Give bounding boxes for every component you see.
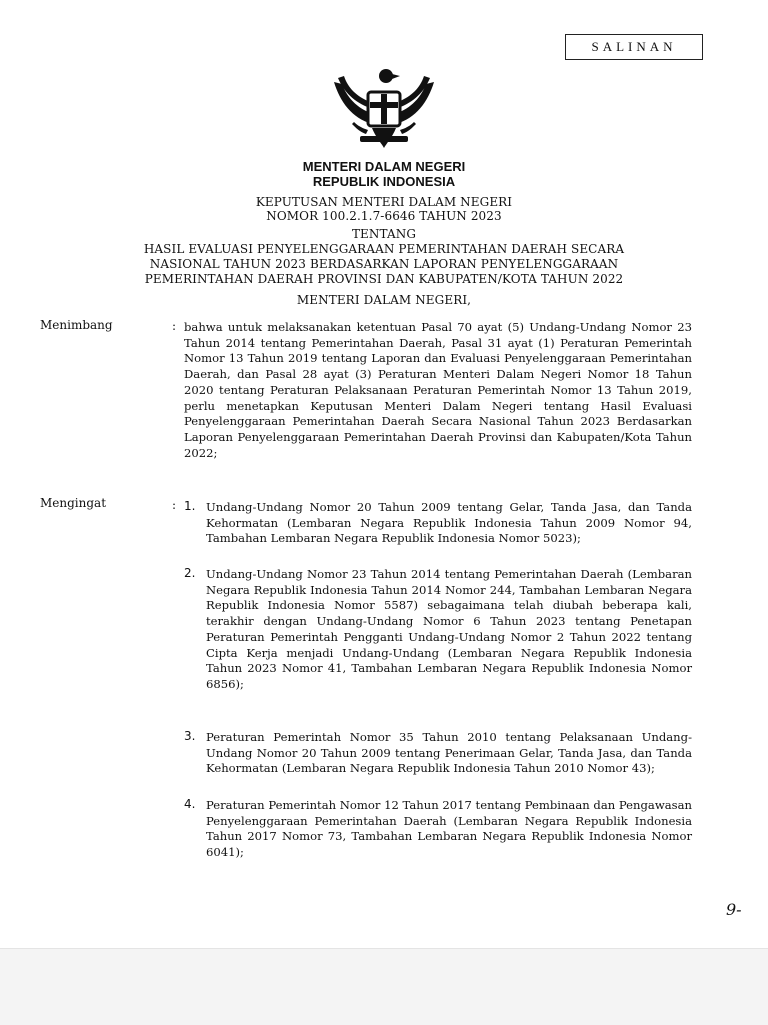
salinan-stamp: SALINAN	[565, 34, 703, 60]
mengingat-item-3-text: Peraturan Pemerintah Nomor 35 Tahun 2010 tentang Pelaksanaan Undang-Undang Nomor 20 Tahun 2009 tentang Penerimaan Gelar, Tanda Jasa, dan Tanda Kehormatan (Lembaran Negara Republik Indonesia Tahun 2010 Nomor 43);	[206, 730, 692, 776]
mengingat-item-1-number: 1.	[184, 499, 196, 513]
mengingat-item-4-text: Peraturan Pemerintah Nomor 12 Tahun 2017 tentang Pembinaan dan Pengawasan Penyelenggaraan Pemerintahan Daerah (Lembaran Negara Republik Indonesia Tahun 2017 Nomor 73, Tambahan Lembaran Negara Republik Indonesia Nomor 6041);	[206, 798, 692, 860]
initial-mark: 9-	[726, 900, 742, 919]
mengingat-item-1-text: Undang-Undang Nomor 20 Tahun 2009 tentang Gelar, Tanda Jasa, dan Tanda Kehormatan (Lembaran Negara Republik Indonesia Tahun 2009 Nomor 94, Tambahan Lembaran Negara Republik Indonesia Nomor 5023);	[206, 500, 692, 546]
about-label: TENTANG	[351, 227, 417, 241]
menimbang-text: bahwa untuk melaksanakan ketentuan Pasal 70 ayat (5) Undang-Undang Nomor 23 Tahun 2014 tentang Pemerintahan Daerah, Pasal 31 ayat (1) Peraturan Pemerintah Nomor 13 Tahun 2019 tentang Laporan dan Evaluasi Penyelenggaraan Pemerintahan Daerah, dan Pasal 28 ayat (3) Peraturan Menteri Dalam Negeri Nomor 18 Tahun 2020 tentang Peraturan Pelaksanaan Peraturan Pemerintah Nomor 13 Tahun 2019, perlu menetapkan Keputusan Menteri Dalam Negeri tentang Hasil Evaluasi Penyelenggaraan Pemerintahan Daerah Secara Nasional Tahun 2023 Berdasarkan Laporan Penyelenggaraan Pemerintahan Daerah Provinsi dan Kabupaten/Kota Tahun 2022;	[184, 320, 692, 460]
subject-line-2: NASIONAL TAHUN 2023 BERDASARKAN LAPORAN PENYELENGGARAAN	[149, 257, 619, 271]
subject-line-3: PEMERINTAHAN DAERAH PROVINSI DAN KABUPATEN/KOTA TAHUN 2022	[144, 272, 624, 286]
office-line-2: REPUBLIK INDONESIA	[312, 174, 456, 189]
mengingat-item-2-number: 2.	[184, 566, 196, 580]
menimbang-colon: :	[172, 319, 177, 333]
office-line-1: MENTERI DALAM NEGERI	[302, 159, 466, 174]
menimbang-label: Menimbang	[40, 318, 113, 332]
mengingat-item-2-text: Undang-Undang Nomor 23 Tahun 2014 tentang Pemerintahan Daerah (Lembaran Negara Republik Indonesia Tahun 2014 Nomor 244, Tambahan Lembaran Negara Republik Indonesia Nomor 5587) sebagaimana telah diubah beberapa kali, terakhir dengan Undang-Undang Nomor 6 Tahun 2023 tentang Penetapan Peraturan Pemerintah Pengganti Undang-Undang Nomor 2 Tahun 2022 tentang Cipta Kerja menjadi Undang-Undang (Lembaran Negara Republik Indonesia Tahun 2023 Nomor 41, Tambahan Lembaran Negara Republik Indonesia Nomor 6856);	[206, 567, 692, 691]
mengingat-item-4-number: 4.	[184, 797, 196, 811]
issuer-line: MENTERI DALAM NEGERI,	[296, 293, 472, 307]
page-gap	[0, 948, 768, 1025]
mengingat-label: Mengingat	[40, 496, 107, 510]
mengingat-item-3-number: 3.	[184, 729, 196, 743]
mengingat-colon: :	[172, 498, 177, 512]
subject-line-1: HASIL EVALUASI PENYELENGGARAAN PEMERINTAHAN DAERAH SECARA	[143, 242, 625, 256]
decree-number: NOMOR 100.2.1.7-6646 TAHUN 2023	[266, 209, 502, 223]
garuda-emblem-icon	[326, 62, 442, 152]
decree-title: KEPUTUSAN MENTERI DALAM NEGERI	[255, 195, 513, 209]
